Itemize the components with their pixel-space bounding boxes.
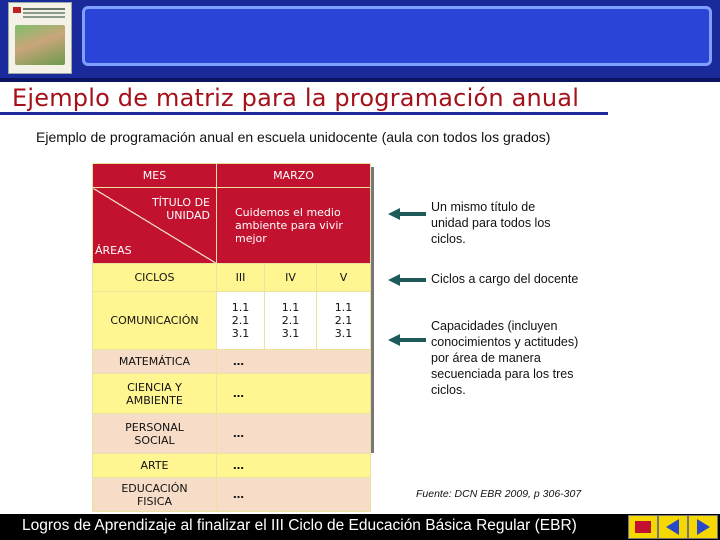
page-title: Ejemplo de matriz para la programación anual — [12, 84, 580, 112]
unit-title-label: TÍTULO DE UNIDAD — [151, 196, 210, 222]
capacity-cell: 1.1 2.1 3.1 — [217, 292, 265, 350]
previous-slide-button[interactable] — [658, 515, 688, 539]
area-educacion-fisica: EDUCACIÓN FISICA — [93, 478, 217, 512]
programming-matrix — [92, 163, 371, 512]
note-capacidades: Capacidades (incluyen conocimientos y actitudes) por área de manera secuenciada para los tres ciclos. — [431, 319, 579, 397]
note-ciclos: Ciclos a cargo del docente — [431, 272, 579, 286]
ciclos-label: CICLOS — [93, 264, 217, 292]
month-label-cell: MES — [93, 164, 217, 188]
capacity-cell: … — [217, 414, 371, 454]
header-diagonal-cell — [93, 188, 217, 264]
unit-title-cell: Cuidemos el medio ambiente para vivir mejor — [217, 188, 371, 264]
footer-bar — [0, 514, 720, 540]
capacity-cell: … — [217, 374, 371, 414]
cover-thumbnail — [8, 2, 72, 74]
area-matematica: MATEMÁTICA — [93, 350, 217, 374]
source-citation: Fuente: DCN EBR 2009, p 306-307 — [416, 488, 582, 500]
title-underline — [0, 112, 608, 115]
month-cell: MARZO — [217, 164, 371, 188]
home-icon — [632, 518, 654, 536]
capacity-cell: 1.1 2.1 3.1 — [317, 292, 371, 350]
arrow-left-icon — [388, 208, 426, 220]
capacity-cell: … — [217, 478, 371, 512]
areas-label: ÁREAS — [95, 244, 132, 257]
home-button[interactable] — [628, 515, 658, 539]
arrow-right-icon — [692, 518, 714, 536]
capacity-cell: … — [217, 454, 371, 478]
area-arte: ARTE — [93, 454, 217, 478]
area-comunicacion: COMUNICACIÓN — [93, 292, 217, 350]
ciclo-iv: IV — [265, 264, 317, 292]
cover-photo — [15, 25, 65, 65]
capacity-cell: … — [217, 350, 371, 374]
ciclo-v: V — [317, 264, 371, 292]
ciclo-iii: III — [217, 264, 265, 292]
logo-mark — [13, 7, 21, 13]
arrow-left-icon — [388, 334, 426, 346]
arrow-left-icon — [388, 274, 426, 286]
next-slide-button[interactable] — [688, 515, 718, 539]
capacity-cell: 1.1 2.1 3.1 — [265, 292, 317, 350]
note-unit-title: Un mismo título de unidad para todos los ciclos. — [431, 200, 551, 246]
page-subtitle: Ejemplo de programación anual en escuela unidocente (aula con todos los grados) — [36, 129, 551, 145]
area-personal-social: PERSONAL SOCIAL — [93, 414, 217, 454]
area-ciencia-ambiente: CIENCIA Y AMBIENTE — [93, 374, 217, 414]
cover-text-lines — [23, 8, 65, 10]
footer-title: Logros de Aprendizaje al finalizar el III Ciclo de Educación Básica Regular (EBR) — [22, 517, 577, 534]
banner-divider — [0, 78, 720, 82]
arrow-left-icon — [662, 518, 684, 536]
banner-panel — [82, 6, 712, 66]
